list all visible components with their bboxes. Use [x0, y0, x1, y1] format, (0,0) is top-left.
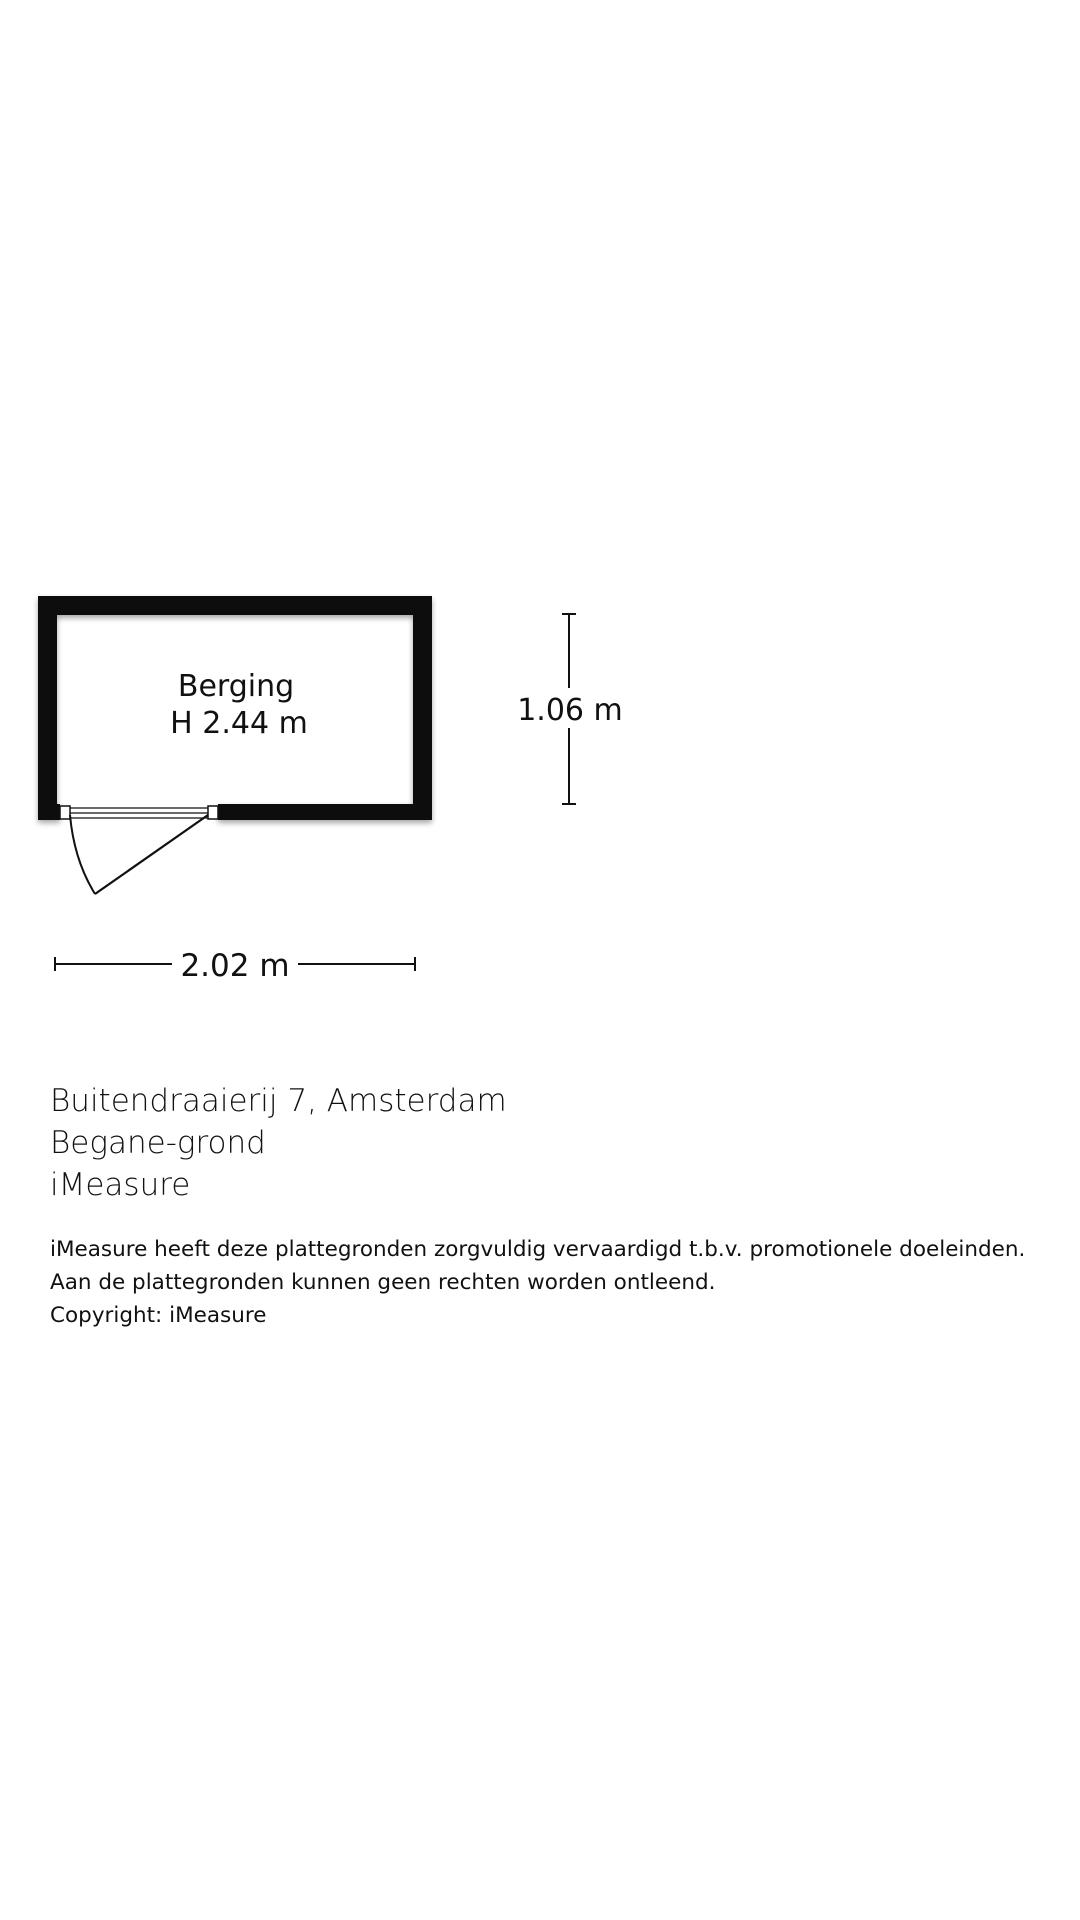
- copyright-line: Copyright: iMeasure: [50, 1303, 267, 1328]
- door-jamb-left: [60, 806, 70, 819]
- wall-right: [413, 596, 432, 820]
- wall-left: [38, 596, 57, 820]
- address-label: Buitendraaierij 7, Amsterdam: [50, 1083, 507, 1119]
- width-dimension-label: 2.02 m: [180, 948, 290, 984]
- disclaimer-line-2: Aan de plattegronden kunnen geen rechten worden ontleend.: [50, 1270, 716, 1295]
- door-jamb-right: [208, 806, 218, 819]
- company-label: iMeasure: [50, 1167, 191, 1203]
- floor-label: Begane-grond: [50, 1125, 266, 1161]
- door-swing-arc: [70, 815, 95, 894]
- plan-caption: [50, 1080, 1060, 1206]
- door: [60, 806, 218, 894]
- wall-bottom-left: [38, 804, 60, 820]
- wall-bottom-right: [218, 804, 432, 820]
- disclaimer-line-1: iMeasure heeft deze plattegronden zorgvuldig vervaardigd t.b.v. promotionele doeleinden.: [50, 1237, 1026, 1262]
- door-leaf: [95, 815, 208, 894]
- room-name-label: Berging: [177, 669, 295, 704]
- wall-top: [38, 596, 432, 615]
- depth-dimension-label: 1.06 m: [517, 693, 623, 728]
- room-height-label: H 2.44 m: [170, 706, 308, 741]
- disclaimer: [50, 1233, 1070, 1332]
